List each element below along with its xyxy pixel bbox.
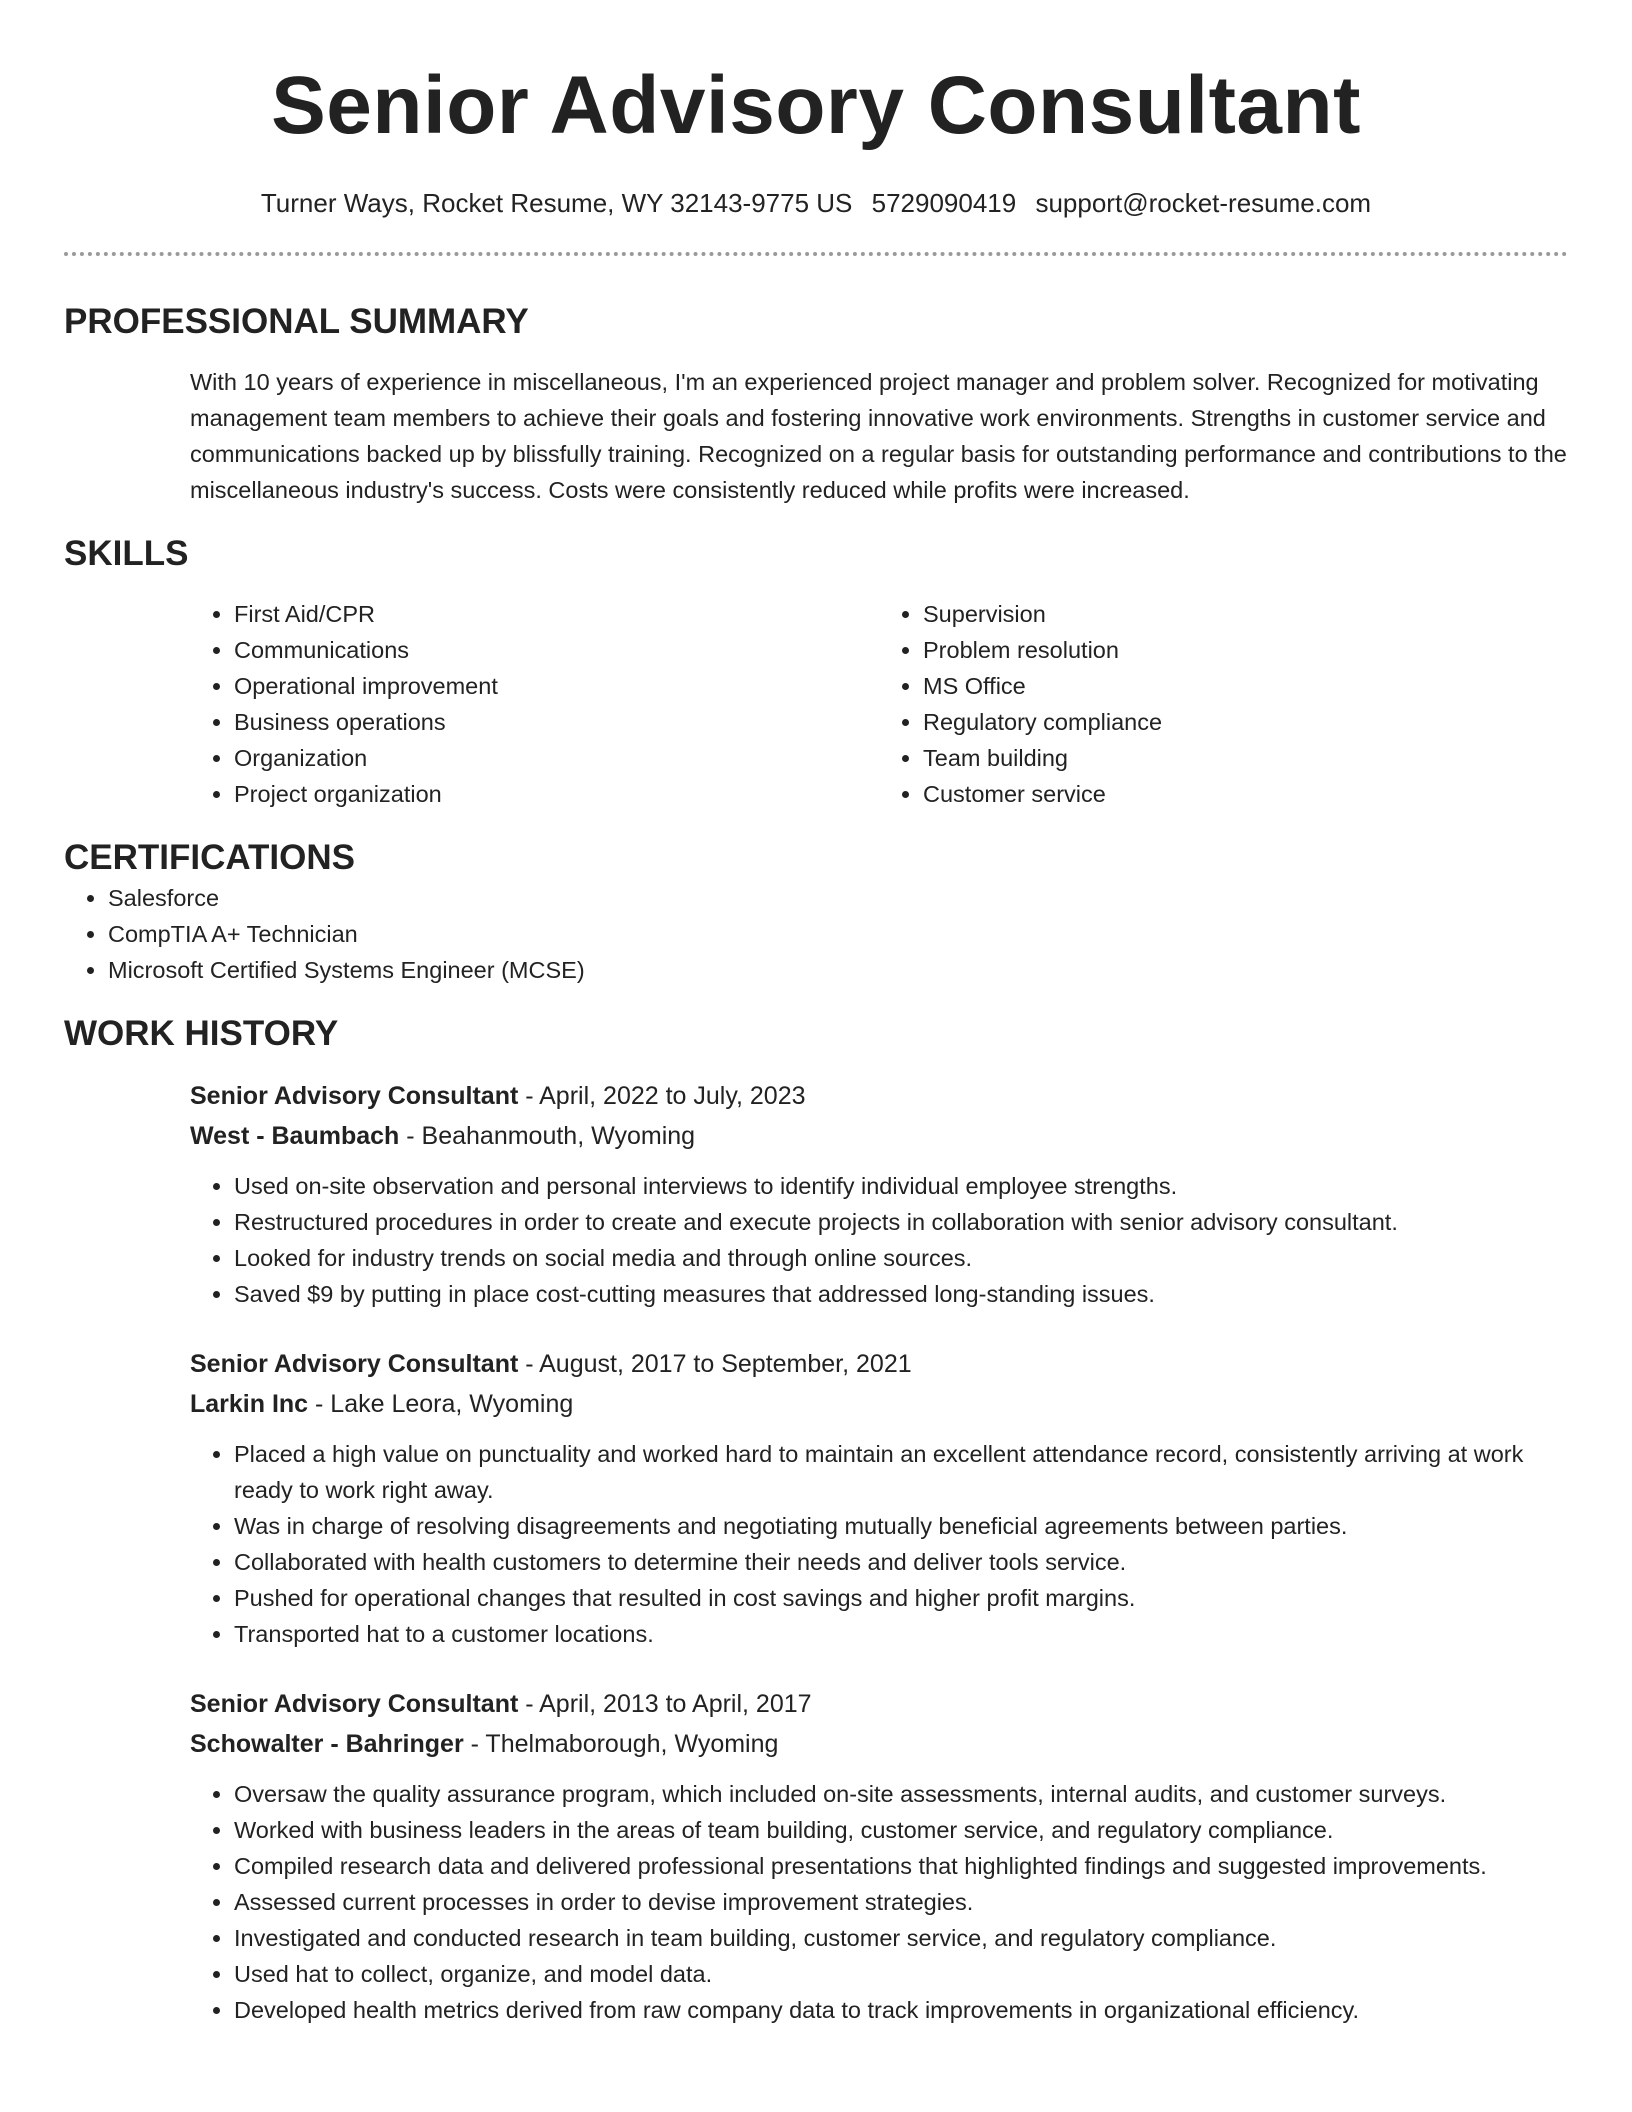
contact-line	[64, 186, 1568, 220]
job-dates: - April, 2013 to April, 2017	[518, 1690, 812, 1718]
job-role-line	[190, 1344, 1568, 1384]
job-company: Larkin Inc	[190, 1390, 309, 1418]
job-company-line	[190, 1724, 1568, 1764]
list-item: • Project organization	[234, 776, 879, 812]
list-item: • Assessed current processes in order to devise improvement strategies.	[234, 1884, 1568, 1920]
contact-address: Turner Ways, Rocket Resume, WY 32143-9775 US	[260, 188, 853, 218]
job-role-line	[190, 1076, 1568, 1116]
list-item: • Investigated and conducted research in team building, customer service, and regulatory compliance.	[234, 1920, 1568, 1956]
list-item: • Used hat to collect, organize, and model data.	[234, 1956, 1568, 1992]
job-role: Senior Advisory Consultant	[190, 1082, 519, 1110]
list-item: • Operational improvement	[234, 668, 879, 704]
job-location: - Beahanmouth, Wyoming	[399, 1122, 696, 1150]
candidate-name: Senior Advisory Consultant	[271, 60, 1361, 151]
resume-header	[64, 0, 1568, 256]
job-dates: - April, 2022 to July, 2023	[518, 1082, 806, 1110]
skills-list-left	[190, 596, 879, 812]
job-entry	[190, 1076, 1568, 1312]
list-item: • Oversaw the quality assurance program, which included on-site assessments, internal audits, and customer surveys.	[234, 1776, 1568, 1812]
list-item: • Pushed for operational changes that resulted in cost savings and higher profit margins.	[234, 1580, 1568, 1616]
skills-title: SKILLS	[64, 534, 189, 573]
header-divider	[64, 252, 1568, 256]
list-item: • Problem resolution	[923, 632, 1568, 668]
job-company-line	[190, 1116, 1568, 1156]
list-item: • Worked with business leaders in the areas of team building, customer service, and regulatory compliance.	[234, 1812, 1568, 1848]
job-dates: - August, 2017 to September, 2021	[518, 1350, 912, 1378]
job-location: - Lake Leora, Wyoming	[308, 1390, 574, 1418]
list-item: • Communications	[234, 632, 879, 668]
contact-phone: 5729090419	[871, 188, 1017, 218]
job-company-line	[190, 1384, 1568, 1424]
summary-section	[64, 300, 1568, 508]
list-item: • CompTIA A+ Technician	[108, 916, 1568, 952]
certifications-list	[64, 880, 1568, 988]
job-company: West - Baumbach	[190, 1122, 400, 1150]
job-company: Schowalter - Bahringer	[190, 1730, 464, 1758]
job-role-line	[190, 1684, 1568, 1724]
list-item: • Placed a high value on punctuality and worked hard to maintain an excellent attendance record, consistently arriving at work ready to work right away.	[234, 1436, 1568, 1508]
job-location: - Thelmaborough, Wyoming	[463, 1730, 779, 1758]
list-item: • Supervision	[923, 596, 1568, 632]
list-item: • Customer service	[923, 776, 1568, 812]
work-history-title: WORK HISTORY	[64, 1014, 339, 1053]
list-item: • Was in charge of resolving disagreements and negotiating mutually beneficial agreements between parties.	[234, 1508, 1568, 1544]
summary-text: With 10 years of experience in miscellaneous, I'm an experienced project manager and problem solver. Recognized for motivating management team members to achieve their goals and fostering innovative work environments. Strengths in customer service and communications backed up by blissfully training. Recognized on a regular basis for outstanding performance and contributions to the miscellaneous industry's success. Costs were consistently reduced while profits were increased.	[190, 369, 1567, 503]
job-entry	[190, 1344, 1568, 1652]
list-item: • Salesforce	[108, 880, 1568, 916]
skills-section	[64, 532, 1568, 812]
list-item: • Restructured procedures in order to create and execute projects in collaboration with senior advisory consultant.	[234, 1204, 1568, 1240]
list-item: • Organization	[234, 740, 879, 776]
job-role: Senior Advisory Consultant	[190, 1690, 519, 1718]
list-item: • Used on-site observation and personal interviews to identify individual employee strengths.	[234, 1168, 1568, 1204]
list-item: • Saved $9 by putting in place cost-cutting measures that addressed long-standing issues.	[234, 1276, 1568, 1312]
contact-email: support@rocket-resume.com	[1035, 188, 1372, 218]
certifications-title: CERTIFICATIONS	[64, 838, 356, 877]
work-history-section	[64, 1012, 1568, 2028]
skills-list-right	[879, 596, 1568, 812]
list-item: • Compiled research data and delivered professional presentations that highlighted findings and suggested improvements.	[234, 1848, 1568, 1884]
job-role: Senior Advisory Consultant	[190, 1350, 519, 1378]
list-item: • First Aid/CPR	[234, 596, 879, 632]
list-item: • Regulatory compliance	[923, 704, 1568, 740]
summary-title: PROFESSIONAL SUMMARY	[64, 302, 529, 341]
job-bullets	[190, 1776, 1568, 2028]
list-item: • Looked for industry trends on social media and through online sources.	[234, 1240, 1568, 1276]
certifications-section	[64, 836, 1568, 988]
job-bullets	[190, 1436, 1568, 1652]
list-item: • Business operations	[234, 704, 879, 740]
job-bullets	[190, 1168, 1568, 1312]
list-item: • Transported hat to a customer locations.	[234, 1616, 1568, 1652]
job-entry	[190, 1684, 1568, 2028]
list-item: • Developed health metrics derived from raw company data to track improvements in organizational efficiency.	[234, 1992, 1568, 2028]
skills-grid	[190, 596, 1568, 812]
list-item: • Microsoft Certified Systems Engineer (MCSE)	[108, 952, 1568, 988]
list-item: • Collaborated with health customers to determine their needs and deliver tools service.	[234, 1544, 1568, 1580]
list-item: • MS Office	[923, 668, 1568, 704]
list-item: • Team building	[923, 740, 1568, 776]
